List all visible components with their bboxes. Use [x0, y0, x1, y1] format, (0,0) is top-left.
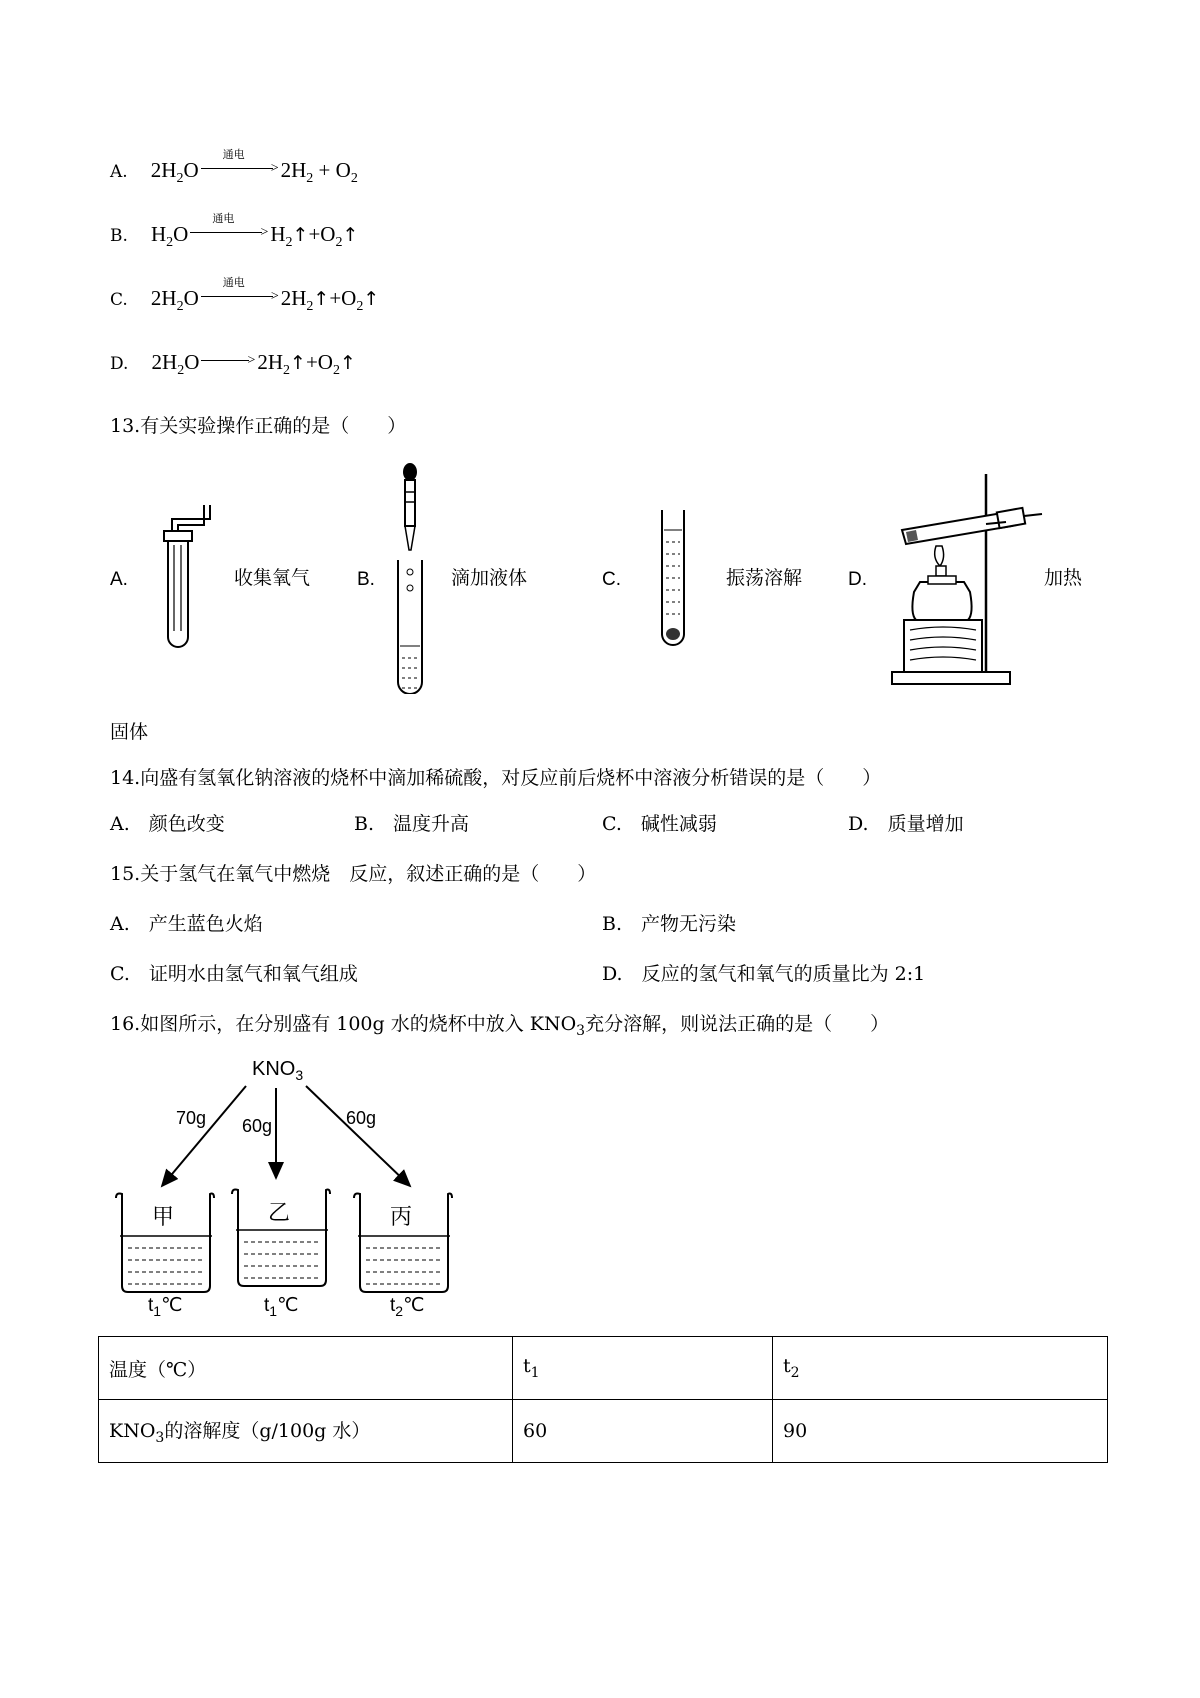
q12-option-b[interactable] — [110, 213, 359, 251]
option-letter: D. — [110, 354, 129, 374]
table-cell: $KNO_3$的溶解度（g/100g 水） — [99, 1400, 513, 1463]
beakers-figure — [110, 1058, 470, 1319]
table-row — [99, 1400, 1108, 1463]
q14-stem: 14.向盛有氢氧化钠溶液的烧杯中滴加稀硫酸，对反应前后烧杯中溶液分析错误的是（ ） — [110, 767, 882, 789]
mass-label-yi: 60g — [242, 1116, 273, 1136]
beaker-name-jia: 甲 — [152, 1205, 175, 1230]
table-cell: 90 — [773, 1400, 1108, 1463]
q13-option-d-letter[interactable]: D. — [848, 569, 867, 590]
gas-collection-tube-figure — [150, 505, 216, 659]
table-cell: 温度（℃） — [99, 1337, 513, 1400]
q14-option-b[interactable]: B. 温度升高 — [354, 813, 470, 835]
table-cell: $t_2$ — [773, 1337, 1108, 1400]
q16-stem: 16.如图所示，在分别盛有 100g 水的烧杯中放入 $KNO_3$充分溶解，则说法正确的是（ ） — [110, 1013, 890, 1039]
q14-option-a[interactable]: A. 颜色改变 — [110, 813, 225, 835]
q13-option-d-label: 加热 — [1044, 567, 1083, 589]
q13-option-b-label: 滴加液体 — [451, 567, 528, 589]
mass-label-bing: 60g — [346, 1108, 377, 1128]
q15-option-b[interactable]: B. 产物无污染 — [602, 913, 737, 935]
temp-label-bing: $t_2℃$ — [390, 1295, 425, 1319]
q13-stem: 13.有关实验操作正确的是（ ） — [110, 415, 407, 437]
dropper-tube-figure — [388, 462, 432, 698]
equation: $2H_2O$ > $2H_2↑+O_2↑$ — [151, 350, 356, 378]
q12-option-d[interactable] — [110, 350, 356, 379]
q14-option-d[interactable]: D. 质量增加 — [848, 813, 964, 835]
temp-label-jia: $t_1℃$ — [148, 1295, 183, 1319]
q12-option-c[interactable] — [110, 277, 380, 315]
option-letter: A. — [110, 162, 128, 182]
q15-option-c[interactable]: C. 证明水由氢气和氧气组成 — [110, 963, 358, 985]
table-cell: 60 — [513, 1400, 773, 1463]
q12-option-a[interactable] — [110, 149, 358, 187]
option-letter: C. — [110, 290, 128, 310]
temp-label-yi: $t_1℃$ — [264, 1295, 299, 1319]
q14-option-c[interactable]: C. 碱性减弱 — [602, 813, 717, 835]
kno3-label: $KNO_3$ — [252, 1058, 304, 1083]
q13-option-a-letter[interactable]: A. — [110, 569, 128, 590]
q13-option-c-label: 振荡溶解 — [726, 567, 803, 589]
q13-option-a-label: 收集氧气 — [234, 567, 311, 589]
shaking-test-tube-figure — [656, 510, 690, 654]
equation: $2H_2O$ 通电 > $2H_2↑+O_2↑$ — [150, 277, 380, 314]
table-cell: $t_1$ — [513, 1337, 773, 1400]
table-row — [99, 1337, 1108, 1400]
beaker-name-yi: 乙 — [268, 1201, 291, 1226]
q15-stem: 15.关于氢气在氧气中燃烧 反应，叙述正确的是（ ） — [110, 863, 597, 885]
q13-option-c-letter[interactable]: C. — [602, 569, 621, 590]
q13-option-b-letter[interactable]: B. — [357, 569, 375, 590]
mass-label-jia: 70g — [176, 1108, 207, 1128]
solubility-table — [98, 1336, 1108, 1463]
beaker-name-bing: 丙 — [390, 1205, 413, 1230]
q13-option-d-label-continuation: 固体 — [110, 721, 149, 743]
equation: $2H_2O$ 通电 > $2H_2 + O_2$ — [150, 149, 358, 186]
q15-option-a[interactable]: A. 产生蓝色火焰 — [110, 913, 263, 935]
heating-apparatus-figure — [888, 474, 1044, 692]
option-letter: B. — [110, 226, 128, 246]
equation: $H_2O$ 通电 > $H_2↑+O_2↑$ — [151, 213, 359, 250]
q15-option-d[interactable]: D. 反应的氢气和氧气的质量比为 2:1 — [602, 963, 926, 985]
